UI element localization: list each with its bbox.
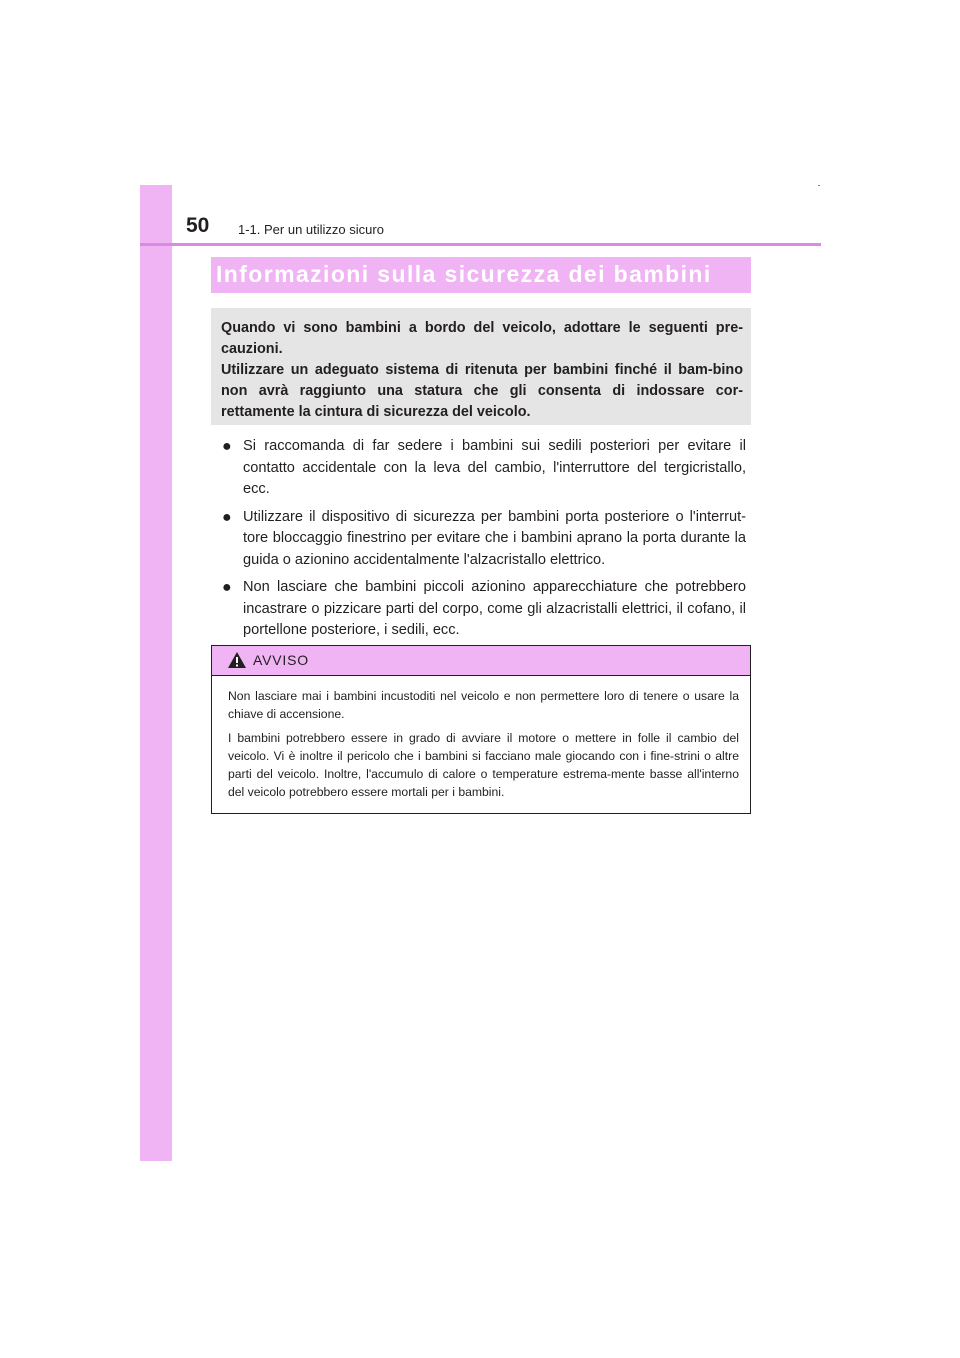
crop-mark bbox=[818, 185, 820, 186]
list-item-text: Si raccomanda di far sedere i bambini sui sedili posteriori per evitare il contatto accidentale con la leva del cambio, l'interruttore del tergicristallo, ecc. bbox=[243, 438, 746, 497]
bullet-list bbox=[222, 436, 746, 648]
list-item bbox=[222, 577, 746, 642]
header-rule bbox=[140, 243, 821, 246]
intro-paragraph: Utilizzare un adeguato sistema di ritenuta per bambini finché il bam-bino non avrà raggiunto una statura che gli consenta di indossare cor-rettamente la cintura di sicurezza del veicolo. bbox=[221, 362, 743, 420]
warning-triangle-icon bbox=[227, 651, 247, 669]
title-bar bbox=[211, 257, 751, 293]
warning-paragraph: I bambini potrebbero essere in grado di avviare il motore o mettere in folle il cambio del veicolo. Vi è inoltre il pericolo che i bambini si facciano male giocando con i fine-strini o altre parti del veicolo. Inoltre, l'accumulo di calore o temperature estrema-mente basse all'interno del veicolo potrebbero essere mortali per i bambini. bbox=[228, 731, 739, 799]
bullet-icon: ● bbox=[222, 508, 232, 526]
intro-paragraph: Quando vi sono bambini a bordo del veicolo, adottare le seguenti pre-cauzioni. bbox=[221, 320, 743, 357]
warning-header bbox=[212, 646, 750, 676]
warning-box bbox=[211, 645, 751, 814]
bullet-icon: ● bbox=[222, 579, 232, 596]
side-color-strip bbox=[140, 185, 172, 1161]
list-item bbox=[222, 507, 746, 572]
list-item-text: Non lasciare che bambini piccoli azionino apparecchiature che potrebbero incastrare o pizzicare parti del corpo, come gli alzacristalli elettrici, il cofano, il portellone posteriore, i sedili, ecc. bbox=[243, 579, 746, 638]
page-title: Informazioni sulla sicurezza dei bambini bbox=[216, 261, 712, 287]
list-item bbox=[222, 436, 746, 501]
bullet-icon: ● bbox=[222, 438, 232, 455]
page-number: 50 bbox=[186, 214, 210, 237]
intro-box bbox=[211, 308, 751, 425]
list-item-text: Utilizzare il dispositivo di sicurezza per bambini porta posteriore o l'interrut-tore bloccaggio finestrino per evitare che i bambini aprano la porta durante la guida o azionino accidentalmente l'alzacristallo elettrico. bbox=[243, 508, 746, 568]
warning-paragraph: Non lasciare mai i bambini incustoditi nel veicolo e non permettere loro di tenere o usare la chiave di accensione. bbox=[228, 689, 739, 721]
section-label: 1-1. Per un utilizzo sicuro bbox=[238, 222, 384, 237]
warning-body bbox=[212, 676, 750, 801]
warning-title: AVVISO bbox=[253, 652, 309, 668]
